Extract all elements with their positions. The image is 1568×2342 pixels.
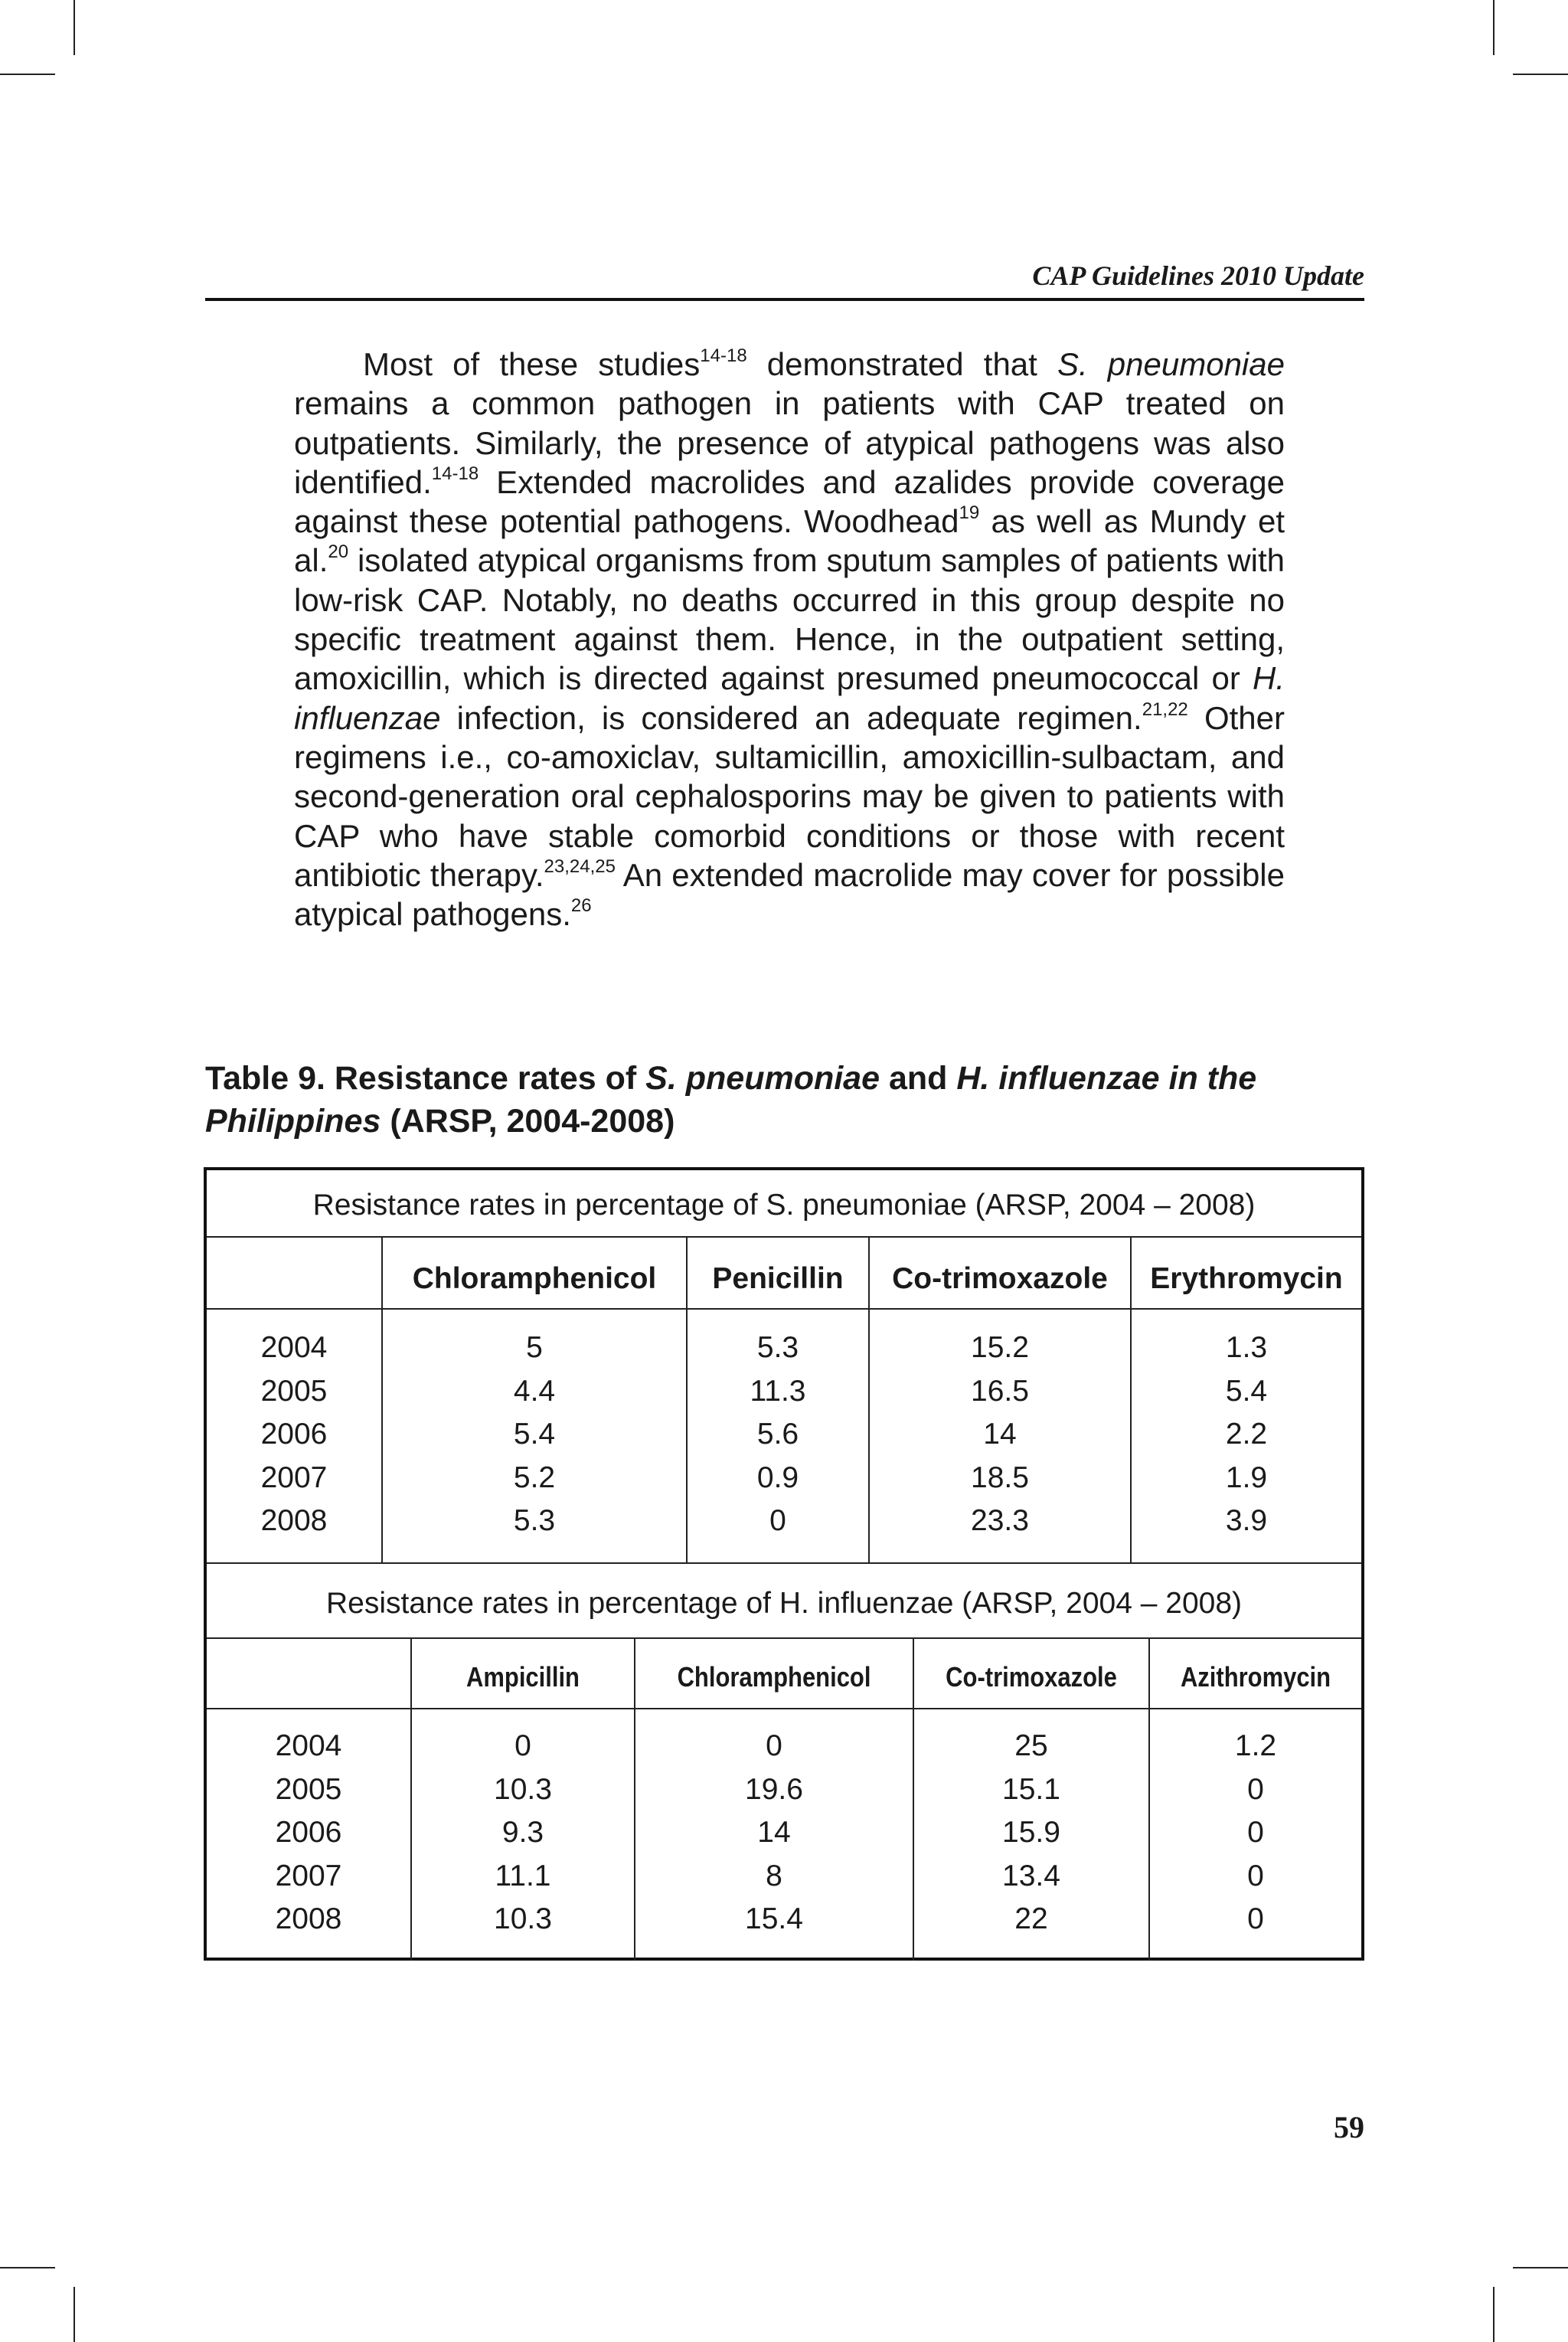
year-cell: 2007 (260, 1460, 328, 1494)
col-head: Chloramphenicol (677, 1661, 871, 1693)
year-cell: 2004 (260, 1331, 328, 1364)
year-cell: 2008 (275, 1902, 342, 1935)
table-cell: 5.2 (513, 1460, 556, 1494)
table-cell: 15.4 (745, 1902, 803, 1935)
citation: 14-18 (431, 463, 479, 484)
table-cell: 0 (514, 1729, 531, 1762)
citation: 21,22 (1142, 698, 1188, 720)
crop-mark (1493, 0, 1494, 55)
year-cell: 2005 (275, 1772, 342, 1806)
table-cell: 0 (1247, 1816, 1264, 1849)
crop-mark (0, 74, 55, 75)
section-title-h-influenzae: Resistance rates in percentage of H. influenzae (ARSP, 2004 – 2008) (325, 1587, 1242, 1620)
citation: 14-18 (700, 345, 747, 366)
table-cell: 0 (1247, 1772, 1264, 1806)
divider (207, 1708, 1361, 1709)
divider (207, 1637, 1361, 1639)
table-cell: 5.3 (756, 1331, 799, 1364)
table-cell: 23.3 (971, 1504, 1029, 1537)
crop-mark (1493, 2287, 1494, 2342)
crop-mark (0, 2267, 55, 2268)
body-paragraph: Most of these studies$^{14-18}$ demonstrated that S. pneumoniae remains a common pathogen in patients with CAP treated on outpatients. Similarly, the presence of atypical pathogens was also identified.$^{14-18}$ Extended macrolides and azalides provide coverage against these potential pathogens. Woodhead$^{19}$ as well as Mundy et al.$^{20}$ isolated atypical organisms from sputum samples of patients with low-risk CAP. Notably, no deaths occurred in this group despite no specific treatment against them. Hence, in the outpatient setting, amoxicillin, which is directed against presumed pneumococcal or H. influenzae infection, is considered an adequate regimen.$^{21,22}$ Other regimens i.e., co-amoxiclav, sultamicillin, amoxicillin-sulbactam, and second-generation oral cephalosporins may be given to patients with CAP who have stable comorbid conditions or those with recent antibiotic therapy.$^{23,24,25}$ An extended macrolide may cover for possible atypical pathogens.$^{26}$ (294, 345, 1285, 933)
table-cell: 5.4 (1225, 1374, 1268, 1408)
citation: 23,24,25 (544, 855, 616, 877)
table-cell: 14 (757, 1816, 791, 1849)
table-cell: 0 (769, 1504, 786, 1537)
table-cell: 2.2 (1225, 1418, 1268, 1451)
table-cell: 1.2 (1234, 1729, 1277, 1762)
table-cell: 15.2 (971, 1331, 1029, 1364)
table-cell: 10.3 (494, 1902, 552, 1935)
table-cell: 4.4 (513, 1374, 556, 1408)
crop-mark (1513, 2267, 1568, 2268)
col-head: Ampicillin (466, 1661, 580, 1693)
table-cell: 16.5 (971, 1374, 1029, 1408)
crop-mark (74, 2287, 75, 2342)
divider (207, 1236, 1361, 1238)
page-number: 59 (1334, 2110, 1364, 2144)
table-cell: 10.3 (494, 1772, 552, 1806)
table-caption: Table 9. Resistance rates of S. pneumoniae and H. influenzae in the Philippines (ARSP, 2004-2008) (205, 1060, 1257, 1140)
table-cell: 5.6 (756, 1418, 799, 1451)
year-cell: 2006 (275, 1816, 342, 1849)
table-cell: 15.1 (1002, 1772, 1060, 1806)
crop-mark (74, 0, 75, 55)
crop-mark (1513, 74, 1568, 75)
table-cell: 9.3 (501, 1816, 544, 1849)
year-cell: 2004 (275, 1729, 342, 1762)
table-cell: 13.4 (1002, 1859, 1060, 1892)
table-cell: 0 (1247, 1902, 1264, 1935)
year-cell: 2007 (275, 1859, 342, 1892)
table-cell: 0 (1247, 1859, 1264, 1892)
table-cell: 22 (1014, 1902, 1048, 1935)
col-head: Chloramphenicol (412, 1262, 657, 1295)
table-cell: 25 (1014, 1729, 1048, 1762)
col-head: Azithromycin (1180, 1661, 1331, 1693)
table-cell: 15.9 (1002, 1816, 1060, 1849)
table-cell: 0 (766, 1729, 782, 1762)
table-cell: 5.4 (513, 1418, 556, 1451)
citation: 26 (570, 895, 592, 917)
citation: 19 (959, 502, 980, 524)
col-head: Erythromycin (1150, 1262, 1343, 1295)
year-cell: 2008 (260, 1504, 328, 1537)
table-cell: 11.3 (750, 1374, 806, 1408)
table-cell: 5.3 (513, 1504, 556, 1537)
col-head: Penicillin (712, 1262, 844, 1295)
table-cell: 1.3 (1225, 1331, 1268, 1364)
table-cell: 1.9 (1225, 1460, 1268, 1494)
table-cell: 11.1 (495, 1859, 551, 1892)
table-cell: 5 (526, 1331, 543, 1364)
table-cell: 18.5 (971, 1460, 1029, 1494)
year-cell: 2005 (260, 1374, 328, 1408)
divider (207, 1562, 1361, 1564)
citation: 20 (328, 541, 349, 563)
table-cell: 0.9 (756, 1460, 799, 1494)
table-cell: 14 (983, 1418, 1017, 1451)
col-head: Co-trimoxazole (892, 1262, 1108, 1295)
resistance-table (204, 1167, 1364, 1961)
col-head: Co-trimoxazole (946, 1661, 1117, 1693)
table-cell: 8 (766, 1859, 782, 1892)
year-cell: 2006 (260, 1418, 328, 1451)
header-rule (205, 298, 1364, 301)
running-header: CAP Guidelines 2010 Update (1032, 260, 1364, 291)
section-title-s-pneumoniae: Resistance rates in percentage of S. pneumoniae (ARSP, 2004 – 2008) (312, 1189, 1256, 1222)
table-cell: 3.9 (1225, 1504, 1268, 1537)
table-cell: 19.6 (745, 1772, 803, 1806)
divider (207, 1308, 1361, 1310)
